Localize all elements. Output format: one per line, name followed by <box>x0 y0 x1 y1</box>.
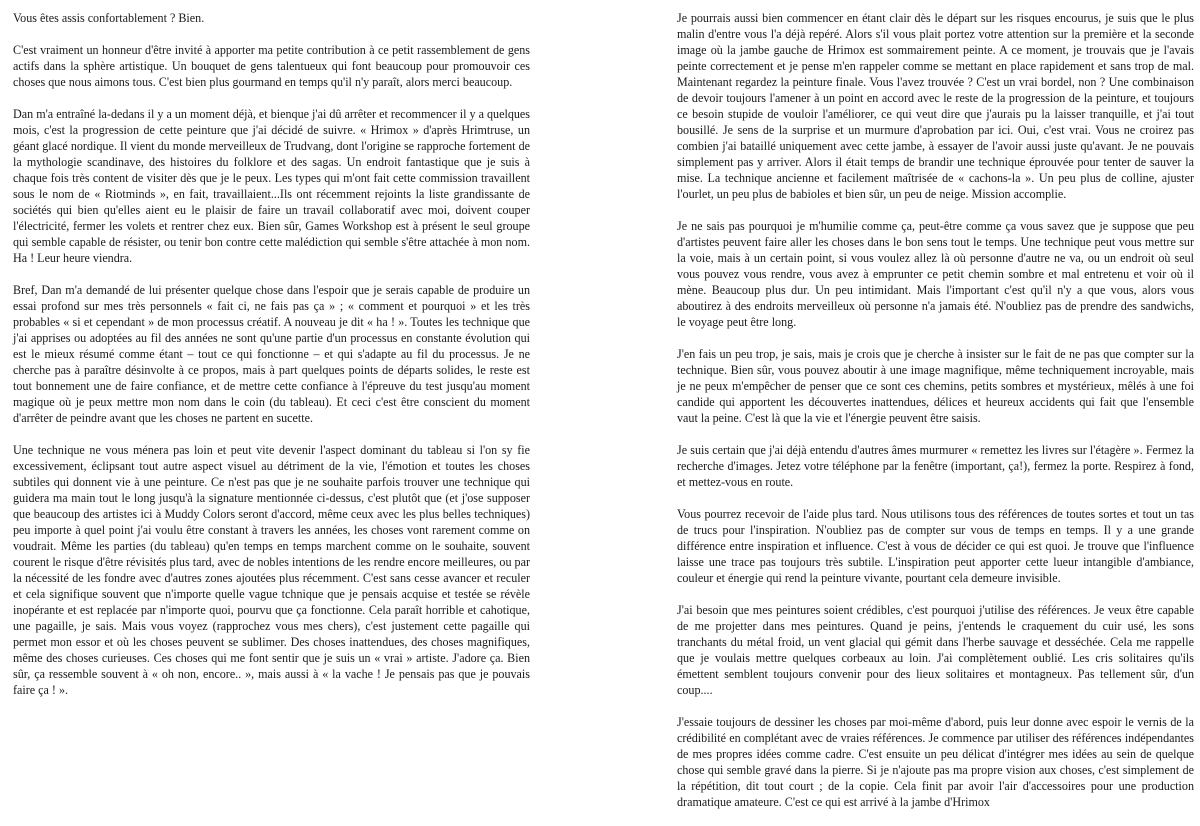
paragraph: J'en fais un peu trop, je sais, mais je crois que je cherche à insister sur le fait de ne pas que compter sur la technique. Bien sûr, vous pouvez aboutir à une image magnifique, même techniquement incroyable, mais je ne peux m'empêcher de penser que ce sont ces chemins, petits sombres et mystérieux, mêlés à une foi candide qui apportent les découvertes inattendues, délices et heureux accidents qui fait que l'ensemble vaut la peine. C'est là que la vie et l'énergie peuvent être saisis. <box>677 347 1194 425</box>
paragraph: Vous êtes assis confortablement ? Bien. <box>13 11 205 25</box>
paragraph: Une technique ne vous ménera pas loin et peut vite devenir l'aspect dominant du tableau si l'on sy fie excessivement, éclipsant tout autre aspect visuel au détriment de la vie, l'émotion et toutes les choses subtiles qui donnent vie à une peinture. Ce n'est pas que je ne souhaite parfois trouver une technique qui guidera ma main tout le long jusqu'à la signature mentionnée ci-dessus, c'est plutôt que (et j'ose supposer que beaucoup des artistes ici à Muddy Colors seront d'accord, même ceux avec les plus belles techniques) peu importe à quel point j'ai voulu être constant à travers les années, les choses vont rarement comme on voudrait. Même les parties (du tableau) qu'en temps en temps marchent comme on le souhaite, souvent courent le risque d'être révisités plus tard, avec de nobles intentions de les rendre encore meilleures, ou par la nécessité de les fondre avec d'autres zones ajoutées plus récemment. C'est sans cesse avancer et reculer et cela signifique souvent que n'importe quelle vague tchnique que je pensais acquise et testée se révèle inopérante et est replacée par n'importe quoi, pourvu que ça fonctionne. Cela paraît horrible et cahotique, une pagaille, je sais. Mais vous voyez (rapprochez vous mes chers), c'est justement cette pagaille qui permet mon essor et où les choses peuvent se sublimer. Des choses inattendues, des choses magnifiques, même des choses curieuses. Ces choses qui me font sentir que je suis un « vrai » artiste. J'adore ça. Bien sûr, ça ressemble souvent à « oh non, encore.. », mais aussi à « la vache ! Je pensais pas que je pouvais faire ça ! ». <box>13 443 530 697</box>
paragraph: J'essaie toujours de dessiner les choses par moi-même d'abord, puis leur donne avec espoir le vernis de la crédibilité en complétant avec de vraies références. Je commence par utiliser des références indépendantes de mes propres idées comme cadre. C'est ensuite un peu délicat d'intégrer mes idées au sein de quelque chose qui semble gravé dans la pierre. Si je n'ajoute pas ma propre vision aux choses, c'est simplement de la répétition, dit tout court ; de la copie. Cela finit par avoir l'air d'accessoires pour une production dramatique amateure. C'est ce qui est arrivé à la jambe d'Hrimox <box>677 715 1194 809</box>
paragraph: C'est vraiment un honneur d'être invité à apporter ma petite contribution à ce petit rassemblement de gens actifs dans la sphère artistique. Un bouquet de gens talentueux qui font beaucoup pour promouvoir ces choses que nous aimons tous. C'est bien plus gourmand en temps qu'il n'y paraît, alors merci beaucoup. <box>13 43 530 89</box>
right-text-column <box>677 10 1194 826</box>
paragraph: Dan m'a entraîné la-dedans il y a un moment déjà, et bienque j'ai dû arrêter et recommencer il y a quelques mois, c'est la progression de cette peinture que j'ai décidé de suivre. « Hrimox » d'après Hrimtruse, un géant glacé nordique. Il vient du monde merveilleux de Trudvang, dont l'origine se rapproche fortement de la mythologie scandinave, des histoires du folklore et des sagas. Un endroit fantastique que je suis à chaque fois très content de visiter dès que je le peux. Les types qui m'ont fait cette commission travaillent sous le nom de « Riotminds », en fait, travaillaient...Ils ont récemment rejoints la liste grandissante de sociétés qui bien qu'elles aient eu le plaisir de faire un travail collaboratif avec moi, doivent couper l'électricité, fermer les volets et rentrer chez eux. Bien sûr, Games Workshop est à présent le seul groupe qui semble capable de résister, ou tenir bon contre cette malédiction qui semble s'être attachée à mon nom. Ha ! Leur heure viendra. <box>13 107 530 265</box>
paragraph: Bref, Dan m'a demandé de lui présenter quelque chose dans l'espoir que je serais capable de produire un essai profond sur mes très personnels « fait ci, ne fais pas ça » ; « comment et pourquoi » et les très probables « si et cependant » de mon processus créatif. A nouveau je dit « ha ! ». Toutes les technique que j'ai apprises ou adoptées au fil des années ne sont qu'une partie d'un processus en constante évolution qui est le mieux résumé comme étant – tout ce qui fonctionne – et qui s'adapte au fil du processus. Je ne cherche pas à paraître désinvolte à ce propos, mais à part quelques points de départs solides, le reste est tout bonnement une de faire confiance, et de mettre cette confiance à l'épreuve du test jusqu'au moment magique où je peux mettre mon nom dans le coin (du tableau). Et ceci c'est être conscient du moment d'arrêter de peindre avant que les choses ne partent en sucette. <box>13 283 530 425</box>
paragraph: Je ne sais pas pourquoi je m'humilie comme ça, peut-être comme ça vous savez que je suppose que peu d'artistes peuvent faire aller les choses dans le bon sens tout le temps. Une technique peut vous mettre sur la voie, mais à un certain point, si vous voulez allez là où personne d'autre ne va, ou un endroit où seul vous pouvez vous rendre, vous avez à emprunter ce petit chemin sombre et mal entretenu et voir où il mène. Beaucoup plus dur. Un peu intimidant. Mais l'important c'est qu'il n'y a que vous, alors vous aboutirez à des endroits merveilleux où personne n'a jamais été. N'oubliez pas de prendre des sandwichs, le voyage peut être long. <box>677 219 1194 329</box>
paragraph: Je suis certain que j'ai déjà entendu d'autres âmes murmurer « remettez les livres sur l'étagère ». Fermez la recherche d'images. Jetez votre téléphone par la fenêtre (important, ça!), fermez la porte. Respirez à fond, et mettez-vous en route. <box>677 443 1194 489</box>
paragraph: J'ai besoin que mes peintures soient crédibles, c'est pourquoi j'utilise des références. Je veux être capable de me projetter dans mes peintures. Quand je peins, j'entends le craquement du cuir usé, les sons tranchants du métal froid, un vent glacial qui gémit dans l'herbe sauvage et desséchée. Cela me rappelle que je voulais mettre quelques corbeaux au loin. J'ai complètement oublié. Les cris solitaires qu'ils émettent semblent toujours convenir pour des lieux solitaires et montagneux. Pas tellement sûr, d'un coup.... <box>677 603 1194 697</box>
paragraph: Je pourrais aussi bien commencer en étant clair dès le départ sur les risques encourus, je suis que le plus malin d'entre vous l'a déjà repéré. Alors s'il vous plait portez votre attention sur la première et la seconde image où la jambe gauche de Hrimox est sommairement peinte. A ce moment, je trouvais que je l'avais peinte correctement et je pense m'en rappeler comme se mettant en place rapidement et sans trop de mal. Maintenant regardez la peinture finale. Vous l'avez trouvée ? C'est un vrai bordel, non ? Une combinaison de devoir toujours l'amener à un point en accord avec le reste de la progression de la peinture, et toujours ce besoin stupide de vouloir l'améliorer, ce qui veut dire que j'aurais pu la laisser tranquille, et j'ai tout bousillé. Je sens de la surprise et un murmure d'aprobation par ici. Oui, c'est vrai. Vous ne croirez pas combien j'ai bataillé uniquement avec cette jambe, à essayer de l'avoir aussi juste qu'avant. Je ne pouvais simplement pas y arriver. Alors il était temps de brandir une technique éprouvée pour tenter de sauver la mise. La technique ancienne et facilement maîtrisée de « cachons-la ». Un peu plus de colline, ajuster l'ourlet, un peu plus de babioles et bien sûr, un peu de neige. Mission accomplie. <box>677 11 1194 201</box>
paragraph: Vous pourrez recevoir de l'aide plus tard. Nous utilisons tous des références de toutes sortes et tout un tas de trucs pour l'inspiration. N'oubliez pas de compter sur vous de temps en temps. Il y a une grande différence entre inspiration et influence. C'est à vous de décider ce qui est quoi. Je trouve que l'influence laisse une trace pas toujours très subtile. L'inspiration peut apporter cette lueur intangible d'ambiance, couleur et énergie qui rend la peinture vivante, pourtant cela demeure invisible. <box>677 507 1194 585</box>
left-text-column <box>13 10 530 714</box>
